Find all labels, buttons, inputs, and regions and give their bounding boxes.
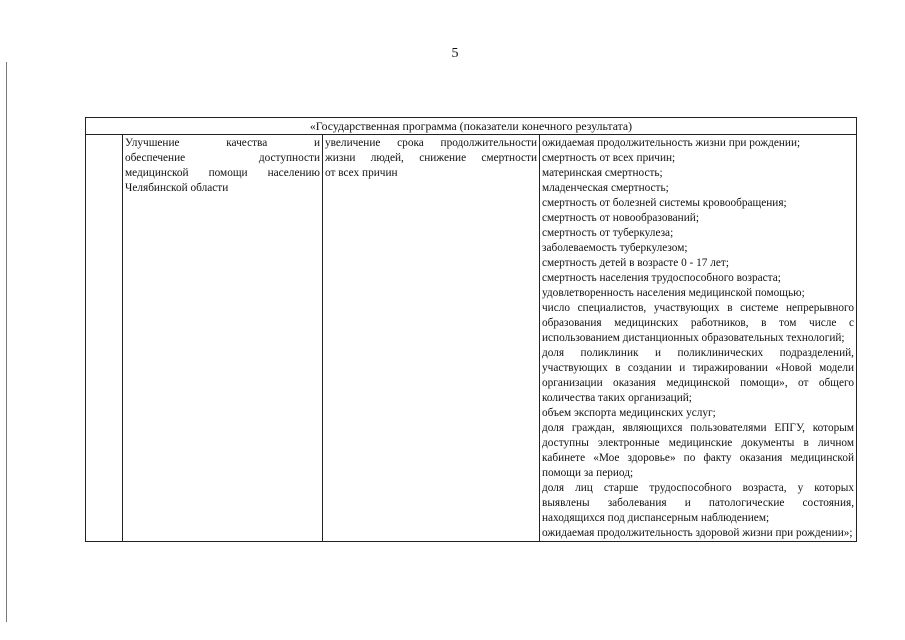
indicator-item: число специалистов, участвующих в системе непрерывного образования медицинских работников, в том числе с использованием дистанционных образовательных технологий;	[542, 302, 855, 344]
indicator-item: смертность от всех причин;	[542, 152, 676, 164]
indicator-item: удовлетворенность населения медицинской помощью;	[542, 287, 805, 299]
goal-line: Челябинской области	[125, 182, 229, 194]
indicator-item: смертность от новообразований;	[542, 212, 699, 224]
task-line: жизни людей, снижение смертности	[325, 152, 537, 164]
indicator-item: материнская смертность;	[542, 167, 663, 179]
goal-line: медицинской помощи населению	[125, 167, 320, 179]
indicator-item: доля граждан, являющихся пользователями ЕПГУ, которым доступны электронные медицинские документы в личном кабинете «Мое здоровье» по факту оказания медицинской помощи за период;	[542, 422, 855, 479]
goal-cell	[123, 135, 323, 542]
table-row	[86, 135, 857, 542]
indicator-item: доля поликлиник и поликлинических подразделений, участвующих в создании и тиражировании «Новой модели организации оказания медицинской помощи», от общего количества таких организаций;	[542, 347, 855, 404]
indicator-item: доля лиц старше трудоспособного возраста, у которых выявлены заболевания и патологические состояния, находящихся под диспансерным наблюдением;	[542, 482, 855, 524]
task-line: от всех причин	[325, 167, 398, 179]
indicator-item: заболеваемость туберкулезом;	[542, 242, 688, 254]
indicator-item: смертность детей в возрасте 0 - 17 лет;	[542, 257, 729, 269]
page-number: 5	[451, 46, 459, 61]
indicator-item: младенческая смертность;	[542, 182, 669, 194]
number-cell	[86, 135, 123, 542]
goal-line: Улучшение качества и	[125, 137, 320, 149]
left-margin-rule	[6, 62, 7, 622]
task-cell	[323, 135, 540, 542]
indicator-item: ожидаемая продолжительность здоровой жизни при рождении»;	[542, 527, 853, 539]
section-title: «Государственная программа (показатели конечного результата)	[86, 118, 857, 135]
indicators-cell	[540, 135, 857, 542]
indicator-item: смертность от туберкулеза;	[542, 227, 674, 239]
indicator-item: смертность от болезней системы кровообращения;	[542, 197, 787, 209]
task-line: увеличение срока продолжительности	[325, 137, 537, 149]
section-header-row	[86, 118, 857, 135]
indicator-item: смертность населения трудоспособного возраста;	[542, 272, 781, 284]
indicator-item: ожидаемая продолжительность жизни при рождении;	[542, 137, 801, 149]
indicator-item: объем экспорта медицинских услуг;	[542, 407, 716, 419]
goal-line: обеспечение доступности	[125, 152, 320, 164]
indicators-table	[85, 117, 857, 542]
